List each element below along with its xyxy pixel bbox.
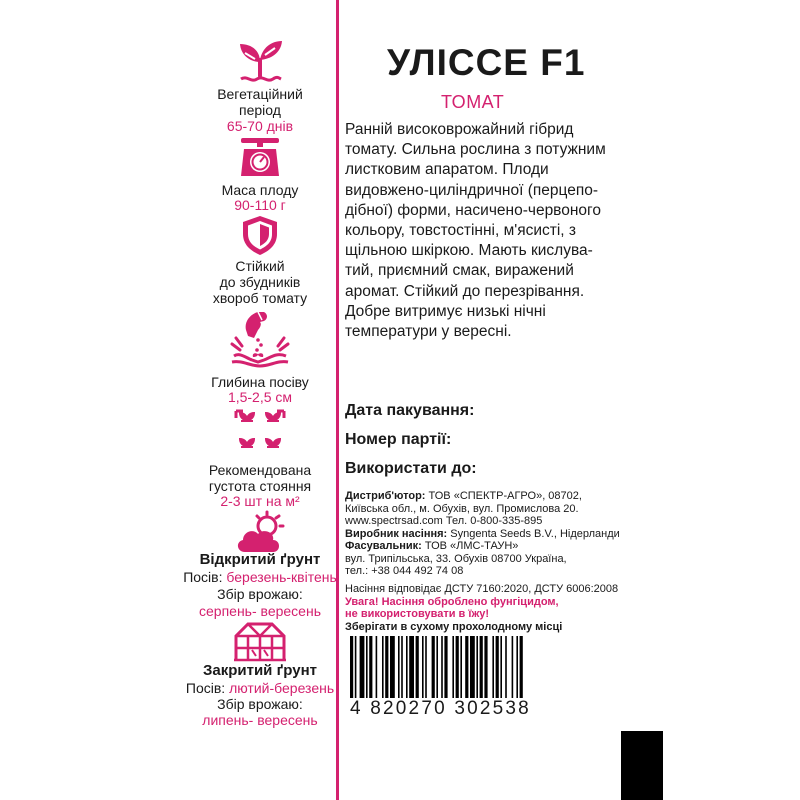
- distributor-contacts: www.spectrsad.com Тел. 0-800-335-895: [345, 515, 543, 527]
- description-line: Ранній високоврожайний гібрид: [345, 121, 574, 138]
- plant-spacing-icon: [233, 408, 287, 454]
- sowing-hand-icon: [228, 308, 292, 370]
- depth-value: 1,5-2,5 см: [227, 389, 293, 405]
- greenhouse-icon: [232, 620, 288, 662]
- storage-note: Зберігати в сухому прохолодному місці: [345, 620, 563, 633]
- notes: [345, 583, 635, 633]
- producer-label: Виробник насіння:: [345, 527, 448, 540]
- resistance-label-2: до збудників: [219, 274, 301, 290]
- resistance-label-1: Стійкий: [235, 258, 285, 274]
- shield-icon: [240, 214, 280, 256]
- packer-phone: тел.: +38 044 492 74 08: [345, 565, 464, 577]
- open-harvest-label: Збір врожаю:: [217, 586, 303, 602]
- closed-sow-value: лютий-березень: [229, 680, 335, 696]
- distributor-address: Київська обл., м. Обухів, вул. Промислова 20.: [345, 502, 579, 515]
- producer-value: Syngenta Seeds B.V., Нідерланди: [447, 527, 620, 540]
- vegetation-value: 65-70 днів: [226, 118, 294, 134]
- description-line: щільною шкіркою. Мають кислува-: [345, 242, 593, 260]
- packer-label: Фасувальник:: [345, 540, 422, 552]
- product-description: [345, 120, 625, 342]
- sun-cloud-icon: [233, 510, 287, 556]
- resistance-label-3: хвороб томату: [212, 290, 308, 306]
- description-line: видовжено-циліндричної (перцепо-: [345, 181, 599, 199]
- distributor-value: ТОВ «СПЕКТР-АГРО», 08702,: [425, 490, 582, 502]
- closed-harvest-value: липень- вересень: [202, 712, 318, 728]
- description-line: аромат. Стійкий до перезрівання.: [345, 282, 585, 300]
- description-line: Добре витримує низькі нічні: [345, 302, 546, 320]
- open-sow-label: Посів:: [183, 569, 223, 585]
- density-label-2: густота стояння: [208, 478, 312, 494]
- vegetation-label-1: Вегетаційний: [217, 86, 303, 102]
- barcode-digits: 4 820270 302538: [350, 698, 531, 719]
- standard-note: Насіння відповідає ДСТУ 7160:2020, ДСТУ 6006:2008: [345, 583, 619, 595]
- description-line: томату. Сильна рослина з потужним: [345, 141, 606, 159]
- warning-line-2: не використовувати в їжу!: [345, 608, 490, 620]
- product-title: УЛІССЕ F1: [387, 42, 586, 83]
- description-line: листковим апаратом. Плоди: [345, 161, 549, 179]
- warning-line-1: Увага! Насіння оброблено фунгіцидом,: [345, 595, 559, 608]
- packer-address: вул. Трипільська, 33. Обухів 08700 Україна,: [345, 552, 567, 565]
- mass-value: 90-110 г: [234, 197, 286, 213]
- pack-date-label: Дата пакування:: [345, 402, 475, 419]
- depth-label: Глибина посіву: [211, 374, 309, 390]
- black-mark: [621, 731, 663, 800]
- description-line: кольору, товстостінні, м'ясисті, з: [345, 222, 577, 240]
- description-line: дібної) форми, насичено-червоного: [345, 201, 601, 219]
- distributor-label: Дистриб'ютор:: [345, 490, 426, 502]
- vegetation-label-2: період: [239, 102, 281, 118]
- density-label-1: Рекомендована: [208, 462, 312, 478]
- description-line: температури у вересні.: [345, 323, 512, 341]
- scale-icon: [238, 136, 282, 178]
- distribution-info: [345, 490, 635, 578]
- open-ground-title: Відкритий ґрунт: [199, 551, 321, 568]
- sprout-icon: [235, 38, 285, 84]
- open-ground-sow: [180, 569, 340, 585]
- product-subtitle: ТОМАТ: [441, 92, 505, 112]
- open-harvest-value: серпень- вересень: [199, 603, 321, 619]
- closed-ground-sow: [180, 680, 340, 696]
- packer-value: ТОВ «ЛМС-ТАУН»: [421, 540, 519, 552]
- batch-number-label: Номер партії:: [345, 431, 452, 448]
- use-by-label: Використати до:: [345, 460, 477, 477]
- closed-harvest-label: Збір врожаю:: [217, 696, 303, 712]
- description-line: тий, приємний смак, виражений: [345, 262, 574, 280]
- open-sow-value: березень-квітень: [226, 569, 337, 585]
- density-value: 2-3 шт на м²: [220, 493, 300, 509]
- closed-sow-label: Посів:: [185, 680, 226, 696]
- mass-label: Маса плоду: [221, 182, 299, 198]
- closed-ground-title: Закритий ґрунт: [202, 662, 317, 679]
